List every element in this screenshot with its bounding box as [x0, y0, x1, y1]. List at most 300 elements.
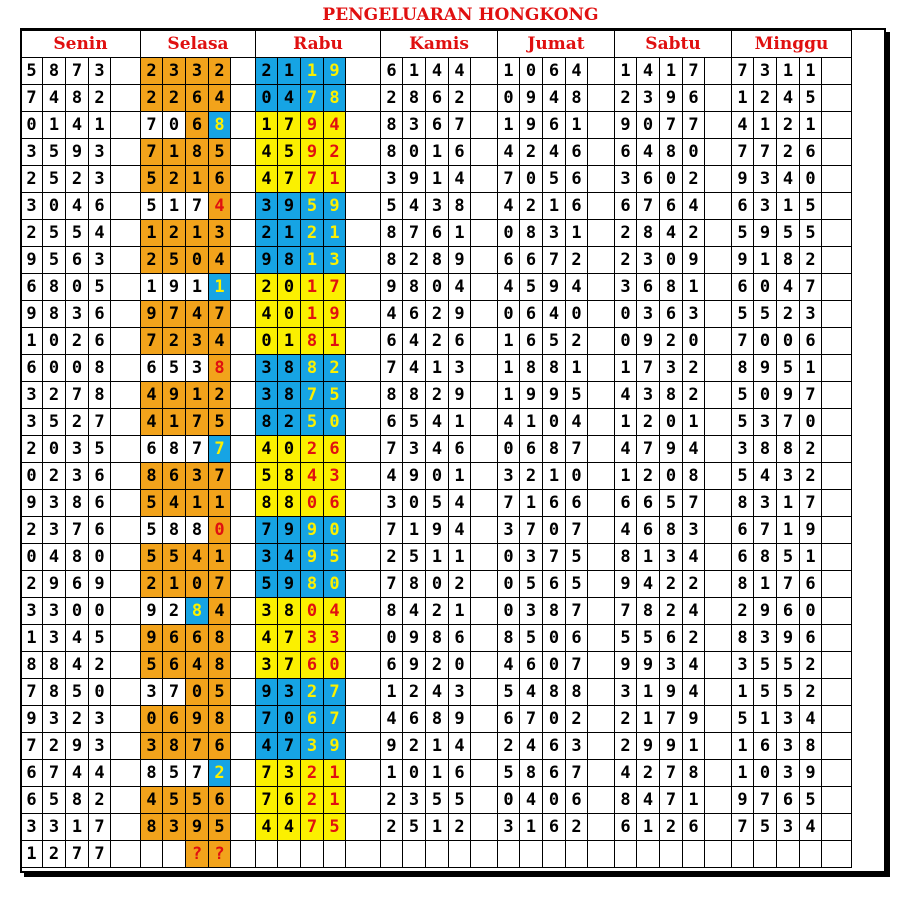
digit-cell: 2: [21, 166, 43, 193]
digit-cell: 6: [566, 490, 588, 517]
spacer-cell: [471, 193, 498, 220]
digit-cell: 8: [163, 436, 186, 463]
digit-cell: 1: [301, 58, 324, 85]
digit-cell: 0: [256, 328, 278, 355]
digit-cell: 5: [800, 220, 822, 247]
spacer-cell: [822, 220, 852, 247]
digit-cell: 3: [498, 463, 520, 490]
digit-cell: 9: [800, 517, 822, 544]
digit-cell: 6: [566, 193, 588, 220]
digit-cell: 9: [660, 733, 683, 760]
digit-cell: 8: [520, 355, 543, 382]
digit-cell: 6: [520, 436, 543, 463]
digit-cell: 6: [186, 85, 209, 112]
spacer-cell: [588, 733, 615, 760]
digit-cell: 5: [141, 517, 163, 544]
spacer-cell: [822, 652, 852, 679]
digit-cell: 2: [520, 463, 543, 490]
digit-cell: 1: [209, 274, 231, 301]
spacer-cell: [471, 112, 498, 139]
digit-cell: 7: [660, 112, 683, 139]
digit-cell: 6: [163, 706, 186, 733]
digit-cell: 4: [754, 463, 777, 490]
digit-cell: 3: [381, 166, 403, 193]
digit-cell: 4: [66, 193, 89, 220]
spacer-cell: [705, 247, 732, 274]
digit-cell: 0: [683, 139, 705, 166]
digit-cell: 6: [449, 625, 471, 652]
digit-cell: 3: [21, 598, 43, 625]
digit-cell: 1: [615, 355, 637, 382]
spacer-cell: [231, 139, 256, 166]
digit-cell: 3: [43, 706, 66, 733]
digit-cell: 8: [278, 382, 301, 409]
spacer-cell: [822, 598, 852, 625]
digit-cell: 3: [278, 760, 301, 787]
digit-cell: 1: [141, 274, 163, 301]
digit-cell: 8: [278, 598, 301, 625]
digit-cell: 9: [754, 220, 777, 247]
spacer-cell: [471, 301, 498, 328]
digit-cell: 0: [21, 544, 43, 571]
digit-cell: 1: [163, 193, 186, 220]
digit-cell: 9: [66, 139, 89, 166]
digit-cell: 5: [141, 544, 163, 571]
digit-cell: 6: [209, 733, 231, 760]
digit-cell: 6: [800, 625, 822, 652]
digit-cell: 4: [449, 733, 471, 760]
digit-cell: 5: [777, 220, 800, 247]
digit-cell: 8: [381, 382, 403, 409]
digit-cell: 1: [324, 166, 346, 193]
digit-cell: 7: [381, 355, 403, 382]
digit-cell: 2: [403, 733, 426, 760]
digit-cell: 7: [800, 274, 822, 301]
digit-cell: 8: [637, 598, 660, 625]
digit-cell: 4: [777, 274, 800, 301]
spacer-cell: [705, 301, 732, 328]
digit-cell: 6: [566, 787, 588, 814]
digit-cell: 4: [278, 814, 301, 841]
digit-cell: 4: [324, 598, 346, 625]
digit-cell: 6: [66, 571, 89, 598]
digit-cell: 8: [66, 490, 89, 517]
digit-cell: 5: [498, 679, 520, 706]
spacer-cell: [705, 166, 732, 193]
spacer-cell: [588, 409, 615, 436]
digit-cell: 5: [209, 814, 231, 841]
digit-cell: 8: [43, 301, 66, 328]
digit-cell: 0: [324, 571, 346, 598]
digit-cell: 8: [141, 463, 163, 490]
digit-cell: 4: [209, 193, 231, 220]
digit-cell: 2: [777, 139, 800, 166]
digit-cell: 4: [800, 706, 822, 733]
digit-cell: 0: [89, 598, 111, 625]
digit-cell: 8: [403, 382, 426, 409]
spacer-cell: [111, 409, 141, 436]
spacer-cell: [471, 274, 498, 301]
digit-cell: 4: [683, 598, 705, 625]
digit-cell: 5: [43, 166, 66, 193]
digit-cell: [426, 841, 449, 868]
digit-cell: 2: [403, 679, 426, 706]
digit-cell: 3: [754, 166, 777, 193]
digit-cell: 4: [66, 652, 89, 679]
digit-cell: 0: [660, 166, 683, 193]
digit-cell: 3: [301, 733, 324, 760]
spacer-cell: [231, 328, 256, 355]
digit-cell: 6: [21, 760, 43, 787]
digit-cell: 2: [66, 706, 89, 733]
digit-cell: 9: [21, 301, 43, 328]
spacer-cell: [822, 382, 852, 409]
digit-cell: 1: [637, 544, 660, 571]
digit-cell: 6: [21, 274, 43, 301]
digit-cell: 1: [426, 166, 449, 193]
digit-cell: 3: [66, 463, 89, 490]
digit-cell: 4: [498, 193, 520, 220]
spacer-cell: [346, 301, 381, 328]
digit-cell: [256, 841, 278, 868]
digit-cell: 9: [520, 85, 543, 112]
digit-cell: 2: [43, 733, 66, 760]
digit-cell: 8: [426, 247, 449, 274]
digit-cell: 3: [89, 139, 111, 166]
digit-cell: 6: [381, 652, 403, 679]
digit-cell: 8: [66, 787, 89, 814]
digit-cell: 3: [403, 787, 426, 814]
spacer-cell: [588, 706, 615, 733]
spacer-cell: [705, 274, 732, 301]
digit-cell: 6: [89, 490, 111, 517]
spacer-cell: [471, 814, 498, 841]
digit-cell: 7: [381, 571, 403, 598]
digit-cell: 5: [800, 193, 822, 220]
digit-cell: [278, 841, 301, 868]
digit-cell: 1: [498, 355, 520, 382]
spacer-cell: [588, 112, 615, 139]
digit-cell: 2: [256, 274, 278, 301]
digit-cell: 3: [615, 166, 637, 193]
digit-cell: 0: [163, 112, 186, 139]
digit-cell: 0: [186, 679, 209, 706]
digit-cell: 2: [566, 814, 588, 841]
digit-cell: 4: [520, 733, 543, 760]
digit-cell: 7: [89, 409, 111, 436]
digit-cell: 2: [800, 463, 822, 490]
digit-cell: 5: [732, 382, 754, 409]
digit-cell: 0: [543, 625, 566, 652]
digit-cell: 7: [498, 490, 520, 517]
spacer-cell: [822, 328, 852, 355]
table-row: [21, 328, 852, 355]
spacer-cell: [588, 841, 615, 868]
digit-cell: 1: [498, 328, 520, 355]
spacer-cell: [471, 652, 498, 679]
spacer-cell: [111, 814, 141, 841]
digit-cell: 4: [777, 85, 800, 112]
digit-cell: 0: [754, 328, 777, 355]
spacer-cell: [822, 463, 852, 490]
digit-cell: 6: [543, 814, 566, 841]
digit-cell: 5: [520, 571, 543, 598]
spacer-cell: [231, 544, 256, 571]
digit-cell: 4: [278, 85, 301, 112]
digit-cell: 3: [21, 193, 43, 220]
digit-cell: 6: [520, 328, 543, 355]
spacer-cell: [111, 544, 141, 571]
digit-cell: 4: [498, 139, 520, 166]
spacer-cell: [705, 382, 732, 409]
digit-cell: 8: [660, 274, 683, 301]
digit-cell: 8: [43, 679, 66, 706]
table-row: [21, 274, 852, 301]
digit-cell: 1: [754, 571, 777, 598]
digit-cell: 8: [543, 679, 566, 706]
digit-cell: 2: [163, 328, 186, 355]
spacer-cell: [471, 463, 498, 490]
spacer-cell: [111, 166, 141, 193]
spacer-cell: [346, 490, 381, 517]
digit-cell: 0: [89, 544, 111, 571]
digit-cell: 3: [660, 652, 683, 679]
digit-cell: 8: [520, 760, 543, 787]
digit-cell: 9: [403, 463, 426, 490]
digit-cell: 2: [637, 409, 660, 436]
digit-cell: 0: [566, 301, 588, 328]
digit-cell: 9: [141, 598, 163, 625]
digit-cell: 4: [520, 679, 543, 706]
digit-cell: 0: [498, 220, 520, 247]
spacer-cell: [588, 787, 615, 814]
digit-cell: 8: [777, 436, 800, 463]
table-row: [21, 463, 852, 490]
digit-cell: 4: [256, 814, 278, 841]
digit-cell: 9: [66, 733, 89, 760]
digit-cell: 4: [43, 544, 66, 571]
digit-cell: 5: [520, 625, 543, 652]
digit-cell: 6: [660, 625, 683, 652]
digit-cell: 9: [449, 247, 471, 274]
digit-cell: 9: [163, 274, 186, 301]
digit-cell: 4: [324, 112, 346, 139]
digit-cell: 4: [426, 436, 449, 463]
digit-cell: 2: [426, 598, 449, 625]
digit-cell: 8: [209, 652, 231, 679]
digit-cell: 7: [21, 85, 43, 112]
digit-cell: 3: [520, 544, 543, 571]
digit-cell: 0: [43, 193, 66, 220]
spacer-cell: [111, 625, 141, 652]
digit-cell: 8: [89, 382, 111, 409]
digit-cell: 0: [520, 58, 543, 85]
digit-cell: [800, 841, 822, 868]
digit-cell: 4: [43, 85, 66, 112]
spacer-cell: [471, 706, 498, 733]
digit-cell: 1: [278, 220, 301, 247]
digit-cell: 6: [637, 274, 660, 301]
digit-cell: 9: [800, 760, 822, 787]
day-header-selasa: Selasa: [141, 31, 256, 58]
digit-cell: 0: [498, 598, 520, 625]
spacer-cell: [111, 85, 141, 112]
digit-cell: 3: [301, 625, 324, 652]
digit-cell: 1: [209, 544, 231, 571]
day-header-rabu: Rabu: [256, 31, 381, 58]
digit-cell: 1: [449, 544, 471, 571]
digit-cell: 1: [637, 814, 660, 841]
digit-cell: 2: [660, 814, 683, 841]
digit-cell: 5: [754, 301, 777, 328]
digit-cell: 1: [89, 112, 111, 139]
digit-cell: 2: [403, 247, 426, 274]
digit-cell: 6: [163, 652, 186, 679]
digit-cell: 0: [209, 517, 231, 544]
digit-cell: 6: [683, 814, 705, 841]
digit-cell: ?: [209, 841, 231, 868]
digit-cell: 5: [754, 679, 777, 706]
digit-cell: 3: [637, 247, 660, 274]
digit-cell: 0: [498, 787, 520, 814]
spacer-cell: [705, 139, 732, 166]
digit-cell: 7: [754, 517, 777, 544]
spacer-cell: [346, 571, 381, 598]
digit-cell: 0: [637, 112, 660, 139]
digit-cell: 7: [324, 706, 346, 733]
digit-cell: 4: [637, 58, 660, 85]
digit-cell: 3: [683, 517, 705, 544]
digit-cell: 6: [163, 463, 186, 490]
digit-cell: 1: [66, 814, 89, 841]
digit-cell: 7: [381, 517, 403, 544]
spacer-cell: [231, 85, 256, 112]
digit-cell: 2: [209, 58, 231, 85]
digit-cell: 2: [43, 382, 66, 409]
digit-cell: 3: [403, 436, 426, 463]
digit-cell: 1: [777, 193, 800, 220]
digit-cell: 1: [324, 220, 346, 247]
digit-cell: 2: [660, 598, 683, 625]
digit-cell: 8: [301, 328, 324, 355]
digit-cell: 0: [800, 166, 822, 193]
spacer-cell: [822, 733, 852, 760]
digit-cell: 0: [186, 571, 209, 598]
digit-cell: 3: [754, 58, 777, 85]
spacer-cell: [111, 841, 141, 868]
spacer-cell: [705, 760, 732, 787]
spacer-cell: [346, 652, 381, 679]
digit-cell: 0: [800, 598, 822, 625]
digit-cell: 9: [683, 247, 705, 274]
digit-cell: 3: [660, 544, 683, 571]
digit-cell: 3: [43, 625, 66, 652]
digit-cell: 9: [381, 733, 403, 760]
digit-cell: [566, 841, 588, 868]
digit-cell: 5: [754, 814, 777, 841]
digit-cell: 3: [163, 814, 186, 841]
digit-cell: 8: [163, 517, 186, 544]
spacer-cell: [111, 193, 141, 220]
digit-cell: 0: [683, 328, 705, 355]
table-row: [21, 598, 852, 625]
digit-cell: 9: [637, 328, 660, 355]
spacer-cell: [705, 112, 732, 139]
digit-cell: 5: [637, 625, 660, 652]
digit-cell: 9: [637, 652, 660, 679]
digit-cell: 2: [141, 58, 163, 85]
digit-cell: 5: [278, 139, 301, 166]
spacer-cell: [346, 382, 381, 409]
digit-cell: 8: [66, 85, 89, 112]
digit-cell: 4: [403, 355, 426, 382]
digit-cell: 1: [498, 112, 520, 139]
digit-cell: 6: [637, 517, 660, 544]
digit-cell: 3: [43, 490, 66, 517]
digit-cell: 9: [754, 598, 777, 625]
digit-cell: 0: [754, 382, 777, 409]
digit-cell: 7: [186, 193, 209, 220]
digit-cell: 5: [209, 139, 231, 166]
digit-cell: 5: [403, 814, 426, 841]
digit-cell: 2: [141, 247, 163, 274]
digit-cell: 2: [278, 409, 301, 436]
digit-cell: 7: [566, 436, 588, 463]
digit-cell: 4: [683, 436, 705, 463]
digit-cell: 4: [449, 58, 471, 85]
table-row: [21, 301, 852, 328]
digit-cell: 4: [141, 787, 163, 814]
spacer-cell: [588, 301, 615, 328]
digit-cell: 0: [278, 274, 301, 301]
digit-cell: 8: [278, 490, 301, 517]
digit-cell: 5: [89, 625, 111, 652]
digit-cell: 9: [301, 112, 324, 139]
digit-cell: 1: [426, 544, 449, 571]
digit-cell: 0: [186, 247, 209, 274]
digit-cell: 1: [800, 544, 822, 571]
digit-cell: 3: [141, 733, 163, 760]
digit-cell: 1: [21, 625, 43, 652]
digit-cell: 1: [403, 517, 426, 544]
digit-cell: 2: [449, 85, 471, 112]
digit-cell: 0: [660, 463, 683, 490]
digit-cell: 1: [449, 598, 471, 625]
digit-cell: 8: [301, 571, 324, 598]
spacer-cell: [588, 85, 615, 112]
digit-cell: 4: [683, 679, 705, 706]
digit-cell: 5: [324, 544, 346, 571]
frame-shadow-bottom: [24, 873, 890, 877]
digit-cell: 1: [777, 490, 800, 517]
digit-cell: 9: [660, 679, 683, 706]
digit-cell: 0: [543, 517, 566, 544]
spacer-cell: [471, 409, 498, 436]
digit-cell: 3: [256, 652, 278, 679]
spacer-cell: [471, 85, 498, 112]
digit-cell: 8: [520, 220, 543, 247]
digit-cell: 7: [89, 841, 111, 868]
digit-cell: 2: [683, 571, 705, 598]
digit-cell: 2: [66, 166, 89, 193]
digit-cell: 7: [141, 328, 163, 355]
spacer-cell: [231, 193, 256, 220]
digit-cell: 7: [449, 112, 471, 139]
digit-cell: 7: [637, 193, 660, 220]
digit-cell: 1: [566, 112, 588, 139]
digit-cell: 0: [403, 490, 426, 517]
digit-cell: 7: [186, 436, 209, 463]
